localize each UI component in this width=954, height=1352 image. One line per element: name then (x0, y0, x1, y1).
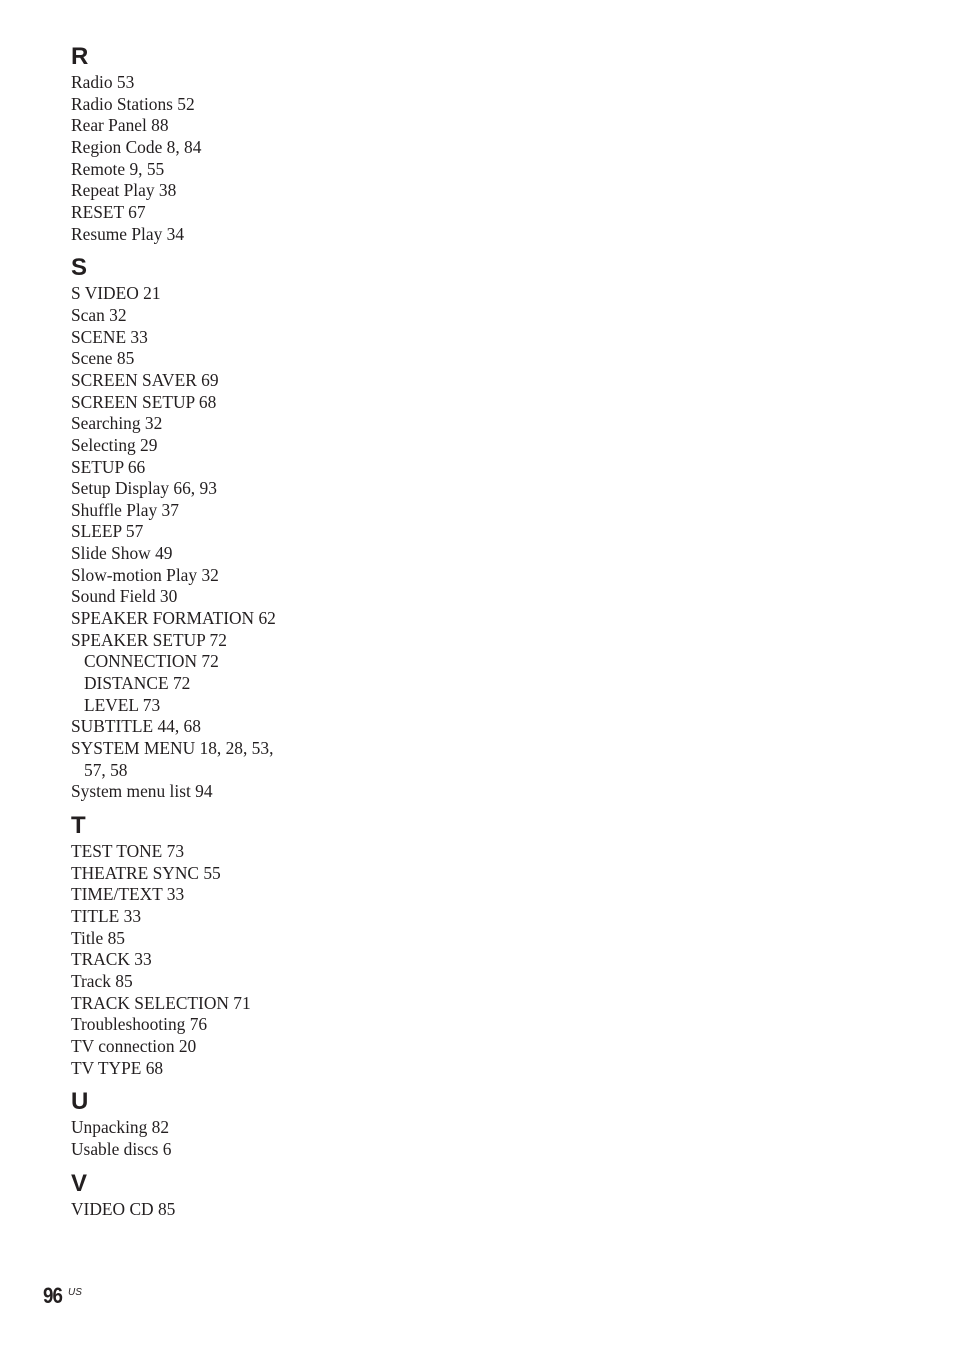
entry-text: TEST TONE 73 (71, 841, 185, 861)
index-entry (71, 305, 331, 327)
index-entry (71, 283, 331, 305)
index-entry (71, 348, 331, 370)
entry-text: TRACK 33 (71, 949, 152, 970)
entry-text: RESET 67 (71, 201, 146, 222)
entry-text: Track 85 (71, 970, 133, 991)
index-entry (71, 1117, 331, 1139)
entry-text: Rear Panel 88 (71, 115, 169, 136)
index-section-t (71, 811, 331, 1079)
entry-text: Repeat Play 38 (71, 180, 177, 201)
entry-text: S VIDEO 21 (71, 283, 161, 304)
entry-text: Remote 9, 55 (71, 158, 165, 179)
entry-text: VIDEO CD 85 (71, 1198, 176, 1219)
entry-text: TV connection 20 (71, 1035, 197, 1056)
entry-text: SPEAKER FORMATION 62 (71, 608, 276, 629)
entry-text: Unpacking 82 (71, 1117, 170, 1138)
entry-text: TITLE 33 (71, 905, 142, 926)
entry-text: Radio 53 (71, 72, 135, 92)
index-entry (71, 202, 331, 224)
index-entries (71, 72, 331, 245)
index-section-s (71, 253, 331, 803)
index-entry (71, 1036, 331, 1058)
entry-text: CONNECTION 72 (84, 651, 219, 672)
entry-text: Slow-motion Play 32 (71, 564, 219, 585)
entry-text: Scene 85 (71, 348, 135, 369)
index-entry (71, 993, 331, 1015)
index-entry (71, 608, 331, 630)
index-entry (71, 738, 331, 781)
entry-text: Setup Display 66, 93 (71, 478, 217, 499)
entry-text: SETUP 66 (71, 456, 146, 477)
entry-text: Resume Play 34 (71, 223, 185, 244)
index-entry (71, 716, 331, 738)
index-entry (71, 586, 331, 608)
index-entry (71, 115, 331, 137)
section-letter: S (71, 254, 88, 282)
entry-text: SCREEN SETUP 68 (71, 391, 217, 412)
section-letter: V (71, 1169, 88, 1197)
index-entry (71, 327, 331, 349)
section-letter: R (71, 43, 89, 70)
entry-text: TV TYPE 68 (71, 1057, 164, 1078)
entry-text: TIME/TEXT 33 (71, 884, 185, 905)
page-number: 96 (43, 1283, 63, 1308)
index-entry (71, 435, 331, 457)
index-entry (71, 863, 331, 885)
index-entry (71, 159, 331, 181)
index-entry (71, 180, 331, 202)
index-entry (71, 94, 331, 116)
index-entry (71, 949, 331, 971)
entry-text: SPEAKER SETUP 72 (71, 629, 227, 650)
index-entry (71, 1058, 331, 1080)
index-section-v (71, 1169, 331, 1221)
entry-text: Shuffle Play 37 (71, 499, 179, 520)
index-entry (71, 500, 331, 522)
index-entry (71, 137, 331, 159)
index-entries (71, 283, 331, 803)
entry-text: Selecting 29 (71, 434, 158, 455)
entry-text: Troubleshooting 76 (71, 1014, 208, 1035)
index-entry (71, 370, 331, 392)
index-entry (71, 630, 331, 652)
index-entry (71, 457, 331, 479)
index-entry (71, 413, 331, 435)
index-entries (71, 1199, 331, 1221)
section-letter: U (71, 1088, 89, 1116)
index-entry (71, 224, 331, 246)
index-subentry (71, 651, 331, 673)
entry-text: Scan 32 (71, 304, 127, 325)
index-entry (71, 841, 331, 863)
entry-continuation: 57, 58 (84, 759, 128, 780)
entry-text: Title 85 (71, 927, 125, 948)
page-number-suffix: US (68, 1287, 82, 1298)
index-entries (71, 1117, 331, 1160)
entry-text: Usable discs 6 (71, 1138, 172, 1159)
index-entry (71, 1139, 331, 1161)
entry-text: SYSTEM MENU 18, 28, 53, (71, 738, 274, 759)
entry-text: SCENE 33 (71, 326, 148, 347)
index-entry (71, 884, 331, 906)
index-entry (71, 521, 331, 543)
index-entry (71, 72, 331, 94)
entry-text: Radio Stations 52 (71, 93, 195, 114)
index-entry (71, 781, 331, 803)
index-entry (71, 1199, 331, 1221)
index-entry (71, 565, 331, 587)
entry-text: System menu list 94 (71, 781, 213, 802)
entry-text: SLEEP 57 (71, 521, 144, 542)
index-subentry (71, 695, 331, 717)
index-subentry (71, 673, 331, 695)
section-letter: T (71, 812, 86, 839)
index-section-u (71, 1087, 331, 1160)
entry-text: SUBTITLE 44, 68 (71, 716, 201, 737)
index-column (71, 42, 331, 1220)
index-entry (71, 928, 331, 950)
entry-text: THEATRE SYNC 55 (71, 862, 221, 883)
index-entry (71, 543, 331, 565)
index-entries (71, 841, 331, 1079)
entry-text: DISTANCE 72 (84, 673, 191, 694)
entry-text: TRACK SELECTION 71 (71, 992, 251, 1013)
index-section-r (71, 42, 331, 245)
index-entry (71, 478, 331, 500)
entry-text: Searching 32 (71, 413, 163, 434)
index-entry (71, 392, 331, 414)
entry-text: SCREEN SAVER 69 (71, 369, 219, 390)
index-entry (71, 906, 331, 928)
entry-text: LEVEL 73 (84, 694, 161, 715)
entry-text: Slide Show 49 (71, 543, 173, 564)
index-entry (71, 971, 331, 993)
index-entry (71, 1014, 331, 1036)
entry-text: Region Code 8, 84 (71, 136, 202, 157)
entry-text: Sound Field 30 (71, 586, 178, 607)
